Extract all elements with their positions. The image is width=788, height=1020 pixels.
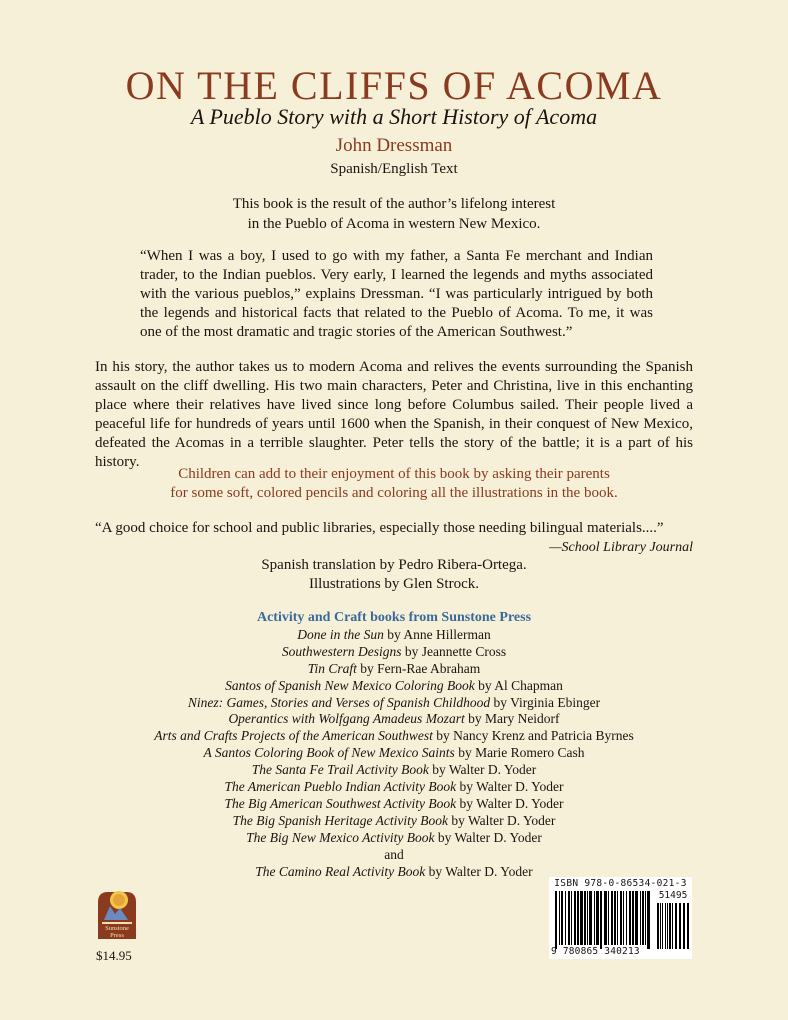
barcode-bar: [626, 891, 627, 945]
barcode-bar: [587, 891, 588, 945]
barcode-bar: [635, 891, 638, 945]
barcode-bar: [580, 891, 583, 945]
children-note-line: for some soft, colored pencils and coloring all the illustrations in the book.: [170, 485, 618, 501]
barcode-bar: [594, 891, 595, 945]
book-title: The Big American Southwest Activity Book: [224, 795, 457, 811]
book-title: Operantics with Wolfgang Amadeus Mozart: [228, 711, 465, 727]
barcode-bar: [617, 891, 618, 945]
barcode-bar: [571, 891, 572, 945]
barcode-bar: [565, 891, 566, 945]
book-list-item: [0, 813, 788, 830]
book-title: The American Pueblo Indian Activity Book: [224, 779, 457, 795]
barcode-addon-bar: [669, 903, 671, 949]
barcode-bar: [608, 891, 609, 945]
book-list-item: [0, 661, 788, 678]
book-list-item: [0, 678, 788, 695]
barcode-addon-bar: [667, 903, 668, 949]
barcode-bar: [604, 891, 607, 945]
barcode-addon-bar: [662, 903, 663, 949]
isbn-text: ISBN 978-0-86534-021-3: [554, 878, 687, 889]
barcode-addon-bar: [672, 903, 673, 949]
book-author: by Walter D. Yoder: [456, 779, 564, 795]
author-name: John Dressman: [335, 135, 453, 156]
book-author: by Virginia Ebinger: [490, 694, 601, 710]
book-list-item: [0, 796, 788, 813]
book-list-item: [0, 779, 788, 796]
barcode-addon-text: 51495: [658, 890, 688, 901]
translation-credit: Spanish translation by Pedro Ribera-Ortega.: [261, 557, 527, 573]
book-title: Arts and Crafts Projects of the American Southwest: [154, 728, 433, 744]
book-list-item: [0, 762, 788, 779]
intro-line: in the Pueblo of Acoma in western New Mexico.: [247, 216, 541, 232]
book-list-item: [0, 830, 788, 847]
barcode-bar: [642, 891, 644, 945]
price: $14.95: [96, 948, 132, 963]
book-list-item: [0, 711, 788, 728]
book-list-item: [0, 728, 788, 745]
barcode-bar: [577, 891, 579, 945]
book-list-item: [0, 644, 788, 661]
barcode-bar: [600, 891, 602, 949]
story-paragraph: In his story, the author takes us to modern Acoma and relives the events surrounding the Spanish assault on the cliff dwelling. His two main characters, Peter and Christina, live in this enchanting place where their relatives have lived since long before Columbus sailed. Their people lived a peaceful life for hundreds of years until 1600 when the Spanish, in their conquest of New Mexico, defeated the Acomas in a terrible slaughter. Peter tells the story of the battle; it is a part of his history.: [95, 359, 693, 470]
barcode-addon-bar: [657, 903, 659, 949]
barcode-bar: [555, 891, 557, 949]
ean-text: 9 780865 340213: [551, 946, 640, 957]
book-title: The Santa Fe Trail Activity Book: [251, 762, 429, 778]
book-list-heading: Activity and Craft books from Sunstone Press: [256, 610, 532, 625]
book-title: The Camino Real Activity Book: [255, 863, 426, 879]
barcode-bar: [614, 891, 616, 945]
book-title: A Santos Coloring Book of New Mexico Saints: [203, 745, 455, 761]
intro-line: This book is the result of the author’s lifelong interest: [232, 196, 556, 212]
book-title: Done in the Sun: [297, 626, 384, 642]
book-subtitle: A Pueblo Story with a Short History of Acoma: [190, 104, 598, 129]
barcode-bar: [584, 891, 586, 945]
illustration-credit: Illustrations by Glen Strock.: [309, 576, 479, 592]
barcode-bar: [629, 891, 631, 945]
book-list-items: [0, 627, 788, 847]
sunstone-logo-icon: [95, 886, 139, 942]
publisher-logo: [95, 886, 139, 942]
barcode-addon-bar: [679, 903, 681, 949]
barcode-bar: [620, 891, 622, 945]
book-title: The Big Spanish Heritage Activity Book: [232, 812, 448, 828]
barcode-bar: [574, 891, 576, 945]
book-list: [0, 610, 788, 881]
book-list-item: [0, 695, 788, 712]
barcode-bar: [561, 891, 563, 945]
book-list-item: [0, 627, 788, 644]
book-author: by Walter D. Yoder: [428, 762, 537, 778]
barcode-bar: [611, 891, 613, 945]
credits: [0, 556, 788, 594]
language-note: Spanish/English Text: [330, 161, 458, 177]
barcode-addon-bar: [665, 903, 666, 949]
book-author: by Mary Neidorf: [464, 711, 560, 727]
barcode-bar: [623, 891, 624, 945]
book-author: by Anne Hillerman: [383, 626, 491, 642]
author-quote: “When I was a boy, I used to go with my father, a Santa Fe merchant and Indian trader, to the Indian pueblos. Very early, I learned the legends and myths associated with the various pueblos,” explains Dressman. “I was particularly intrigued by both the legends and historical facts that related to the Pueblo of Acoma. To me, it was one of the most dramatic and tragic stories of the American Southwest.”: [140, 248, 653, 340]
barcode-bar: [640, 891, 641, 945]
book-author: by Nancy Krenz and Patricia Byrnes: [432, 728, 634, 744]
barcode-bar: [632, 891, 634, 945]
barcode-addon-bar: [675, 903, 677, 949]
book-title: Tin Craft: [307, 660, 357, 676]
book-title: Santos of Spanish New Mexico Coloring Book: [225, 677, 475, 693]
book-author: by Walter D. Yoder: [456, 795, 564, 811]
book-author: by Walter D. Yoder: [447, 812, 556, 828]
barcode-bar: [645, 891, 646, 945]
book-author: by Al Chapman: [474, 677, 563, 693]
book-title: The Big New Mexico Activity Book: [246, 829, 435, 845]
book-author: by Jeannette Cross: [401, 643, 507, 659]
barcode-bar: [568, 891, 570, 945]
review-block: [95, 519, 693, 557]
children-note: [0, 465, 788, 503]
book-list-and: and: [384, 846, 404, 862]
book-author: by Marie Romero Cash: [454, 745, 585, 761]
logo-text: Sunstone: [105, 925, 129, 932]
barcode-bar: [596, 891, 599, 945]
barcode-addon-bar: [683, 903, 685, 949]
barcode-addon-bar: [660, 903, 661, 949]
book-author: by Fern-Rae Abraham: [356, 660, 481, 676]
logo-text: Press: [110, 932, 124, 939]
barcode-bar: [589, 891, 592, 945]
book-title: Southwestern Designs: [281, 643, 402, 659]
barcode-addon-bar: [687, 903, 689, 949]
isbn-barcode: [549, 877, 692, 959]
book-author: by Walter D. Yoder: [425, 863, 533, 879]
book-title: Ninez: Games, Stories and Verses of Spanish Childhood: [187, 694, 491, 710]
book-list-item: [0, 745, 788, 762]
book-title: ON THE CLIFFS OF ACOMA: [125, 63, 663, 108]
review-text: “A good choice for school and public libraries, especially those needing bilingual materials....”: [95, 520, 664, 536]
intro-paragraph: [0, 194, 788, 234]
review-source: —School Library Journal: [549, 540, 693, 555]
barcode-bar: [647, 891, 650, 949]
barcode-bar: [559, 891, 560, 945]
book-author: by Walter D. Yoder: [434, 829, 542, 845]
children-note-line: Children can add to their enjoyment of this book by asking their parents: [178, 466, 610, 482]
